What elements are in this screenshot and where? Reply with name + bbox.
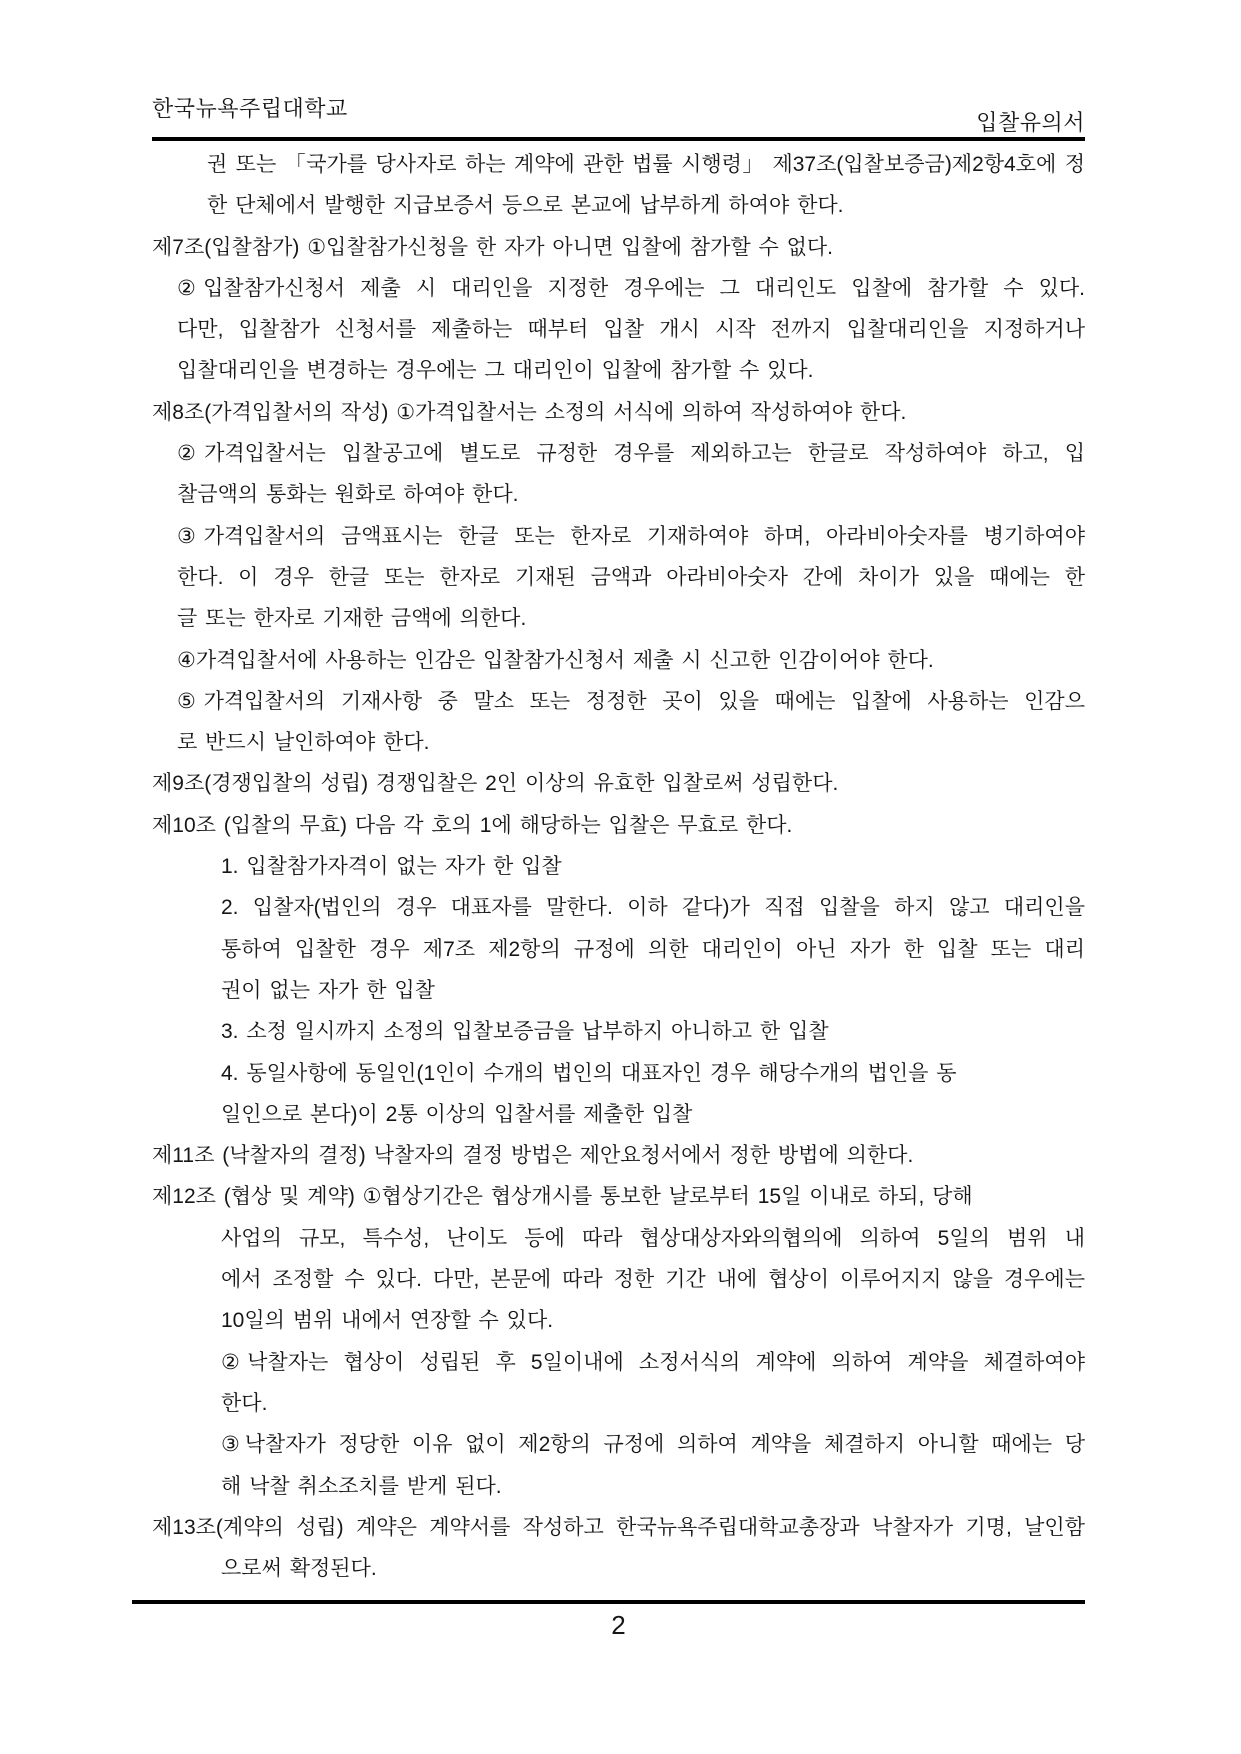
text-line: 제13조(계약의 성립) 계약은 계약서를 작성하고 한국뉴욕주립대학교총장과 낙찰자가 기명, 날인함 (152, 1515, 1085, 1539)
text-line: ②가격입찰서는 입찰공고에 별도로 규정한 경우를 제외하고는 한글로 작성하여야 하고, 입 (177, 442, 1085, 466)
text-line: 제12조 (협상 및 계약) ①협상기간은 협상개시를 통보한 날로부터 15일 이내로 하되, 당해 (152, 1185, 973, 1209)
text-line: 에서 조정할 수 있다. 다만, 본문에 따라 정한 기간 내에 협상이 이루어지지 않을 경우에는 (221, 1268, 1085, 1292)
header-document-type: 입찰유의서 (976, 110, 1085, 135)
text-line: 제10조 (입찰의 무효) 다음 각 호의 1에 해당하는 입찰은 무효로 한다. (152, 813, 793, 837)
text-line: 다만, 입찰참가 신청서를 제출하는 때부터 입찰 개시 시작 전까지 입찰대리인을 지정하거나 (177, 318, 1085, 342)
text-line: 사업의 규모, 특수성, 난이도 등에 따라 협상대상자와의협의에 의하여 5일의 범위 내 (221, 1226, 1085, 1250)
text-line: ②낙찰자는 협상이 성립된 후 5일이내에 소정서식의 계약에 의하여 계약을 체결하여야 (221, 1350, 1085, 1374)
text-line: 제9조(경쟁입찰의 성립) 경쟁입찰은 2인 이상의 유효한 입찰로써 성립한다. (152, 772, 839, 796)
text-line: 권 또는 「국가를 당사자로 하는 계약에 관한 법률 시행령」 제37조(입찰보증금)제2항4호에 정 (207, 153, 1085, 176)
text-line: ③낙찰자가 정당한 이유 없이 제2항의 규정에 의하여 계약을 체결하지 아니할 때에는 당 (221, 1433, 1085, 1457)
text-line: 찰금액의 통화는 원화로 하여야 한다. (177, 483, 519, 507)
text-line: 글 또는 한자로 기재한 금액에 의한다. (177, 607, 527, 631)
text-line: 10일의 범위 내에서 연장할 수 있다. (221, 1309, 554, 1333)
text-line: 제8조(가격입찰서의 작성) ①가격입찰서는 소정의 서식에 의하여 작성하여야 한다. (152, 400, 907, 424)
text-line: ③가격입찰서의 금액표시는 한글 또는 한자로 기재하여야 하며, 아라비아숫자를 병기하여야 (177, 524, 1085, 548)
text-line: 제11조 (낙찰자의 결정) 낙찰자의 결정 방법은 제안요청서에서 정한 방법에 의한다. (152, 1144, 914, 1168)
text-line: 2. 입찰자(법인의 경우 대표자를 말한다. 이하 같다)가 직접 입찰을 하지 않고 대리인을 (221, 896, 1085, 920)
text-line: ⑤가격입찰서의 기재사항 중 말소 또는 정정한 곳이 있을 때에는 입찰에 사용하는 인감으 (177, 689, 1085, 713)
text-line: 로 반드시 날인하여야 한다. (177, 731, 430, 755)
text-line: 해 낙찰 취소조치를 받게 된다. (221, 1474, 502, 1498)
text-line: 한 단체에서 발행한 지급보증서 등으로 본교에 납부하게 하여야 한다. (207, 194, 844, 218)
text-line: 1. 입찰참가자격이 없는 자가 한 입찰 (221, 855, 562, 879)
header-rule (152, 137, 1085, 141)
footer-rule (132, 1600, 1085, 1604)
text-line: 4. 동일사항에 동일인(1인이 수개의 법인의 대표자인 경우 해당수개의 법인을 동 (221, 1061, 957, 1085)
text-line: 일인으로 본다)이 2통 이상의 입찰서를 제출한 입찰 (221, 1102, 693, 1126)
page-number: 2 (611, 1610, 626, 1640)
text-line: 권이 없는 자가 한 입찰 (221, 978, 435, 1002)
text-line: ④가격입찰서에 사용하는 인감은 입찰참가신청서 제출 시 신고한 인감이어야 한다. (177, 648, 934, 672)
text-line: 입찰대리인을 변경하는 경우에는 그 대리인이 입찰에 참가할 수 있다. (177, 359, 814, 383)
text-line: 한다. (221, 1391, 268, 1415)
text-line: 통하여 입찰한 경우 제7조 제2항의 규정에 의한 대리인이 아닌 자가 한 입찰 또는 대리 (221, 937, 1085, 961)
text-line: 으로써 확정된다. (221, 1557, 377, 1581)
text-line: ②입찰참가신청서 제출 시 대리인을 지정한 경우에는 그 대리인도 입찰에 참가할 수 있다. (177, 276, 1085, 300)
text-line: 한다. 이 경우 한글 또는 한자로 기재된 금액과 아라비아숫자 간에 차이가 있을 때에는 한 (177, 565, 1085, 589)
text-line: 제7조(입찰참가) ①입찰참가신청을 한 자가 아니면 입찰에 참가할 수 없다. (152, 235, 834, 259)
text-line: 3. 소정 일시까지 소정의 입찰보증금을 납부하지 아니하고 한 입찰 (221, 1020, 829, 1044)
document-body-text (152, 144, 1085, 1589)
header-organization-title: 한국뉴욕주립대학교 (152, 96, 348, 121)
